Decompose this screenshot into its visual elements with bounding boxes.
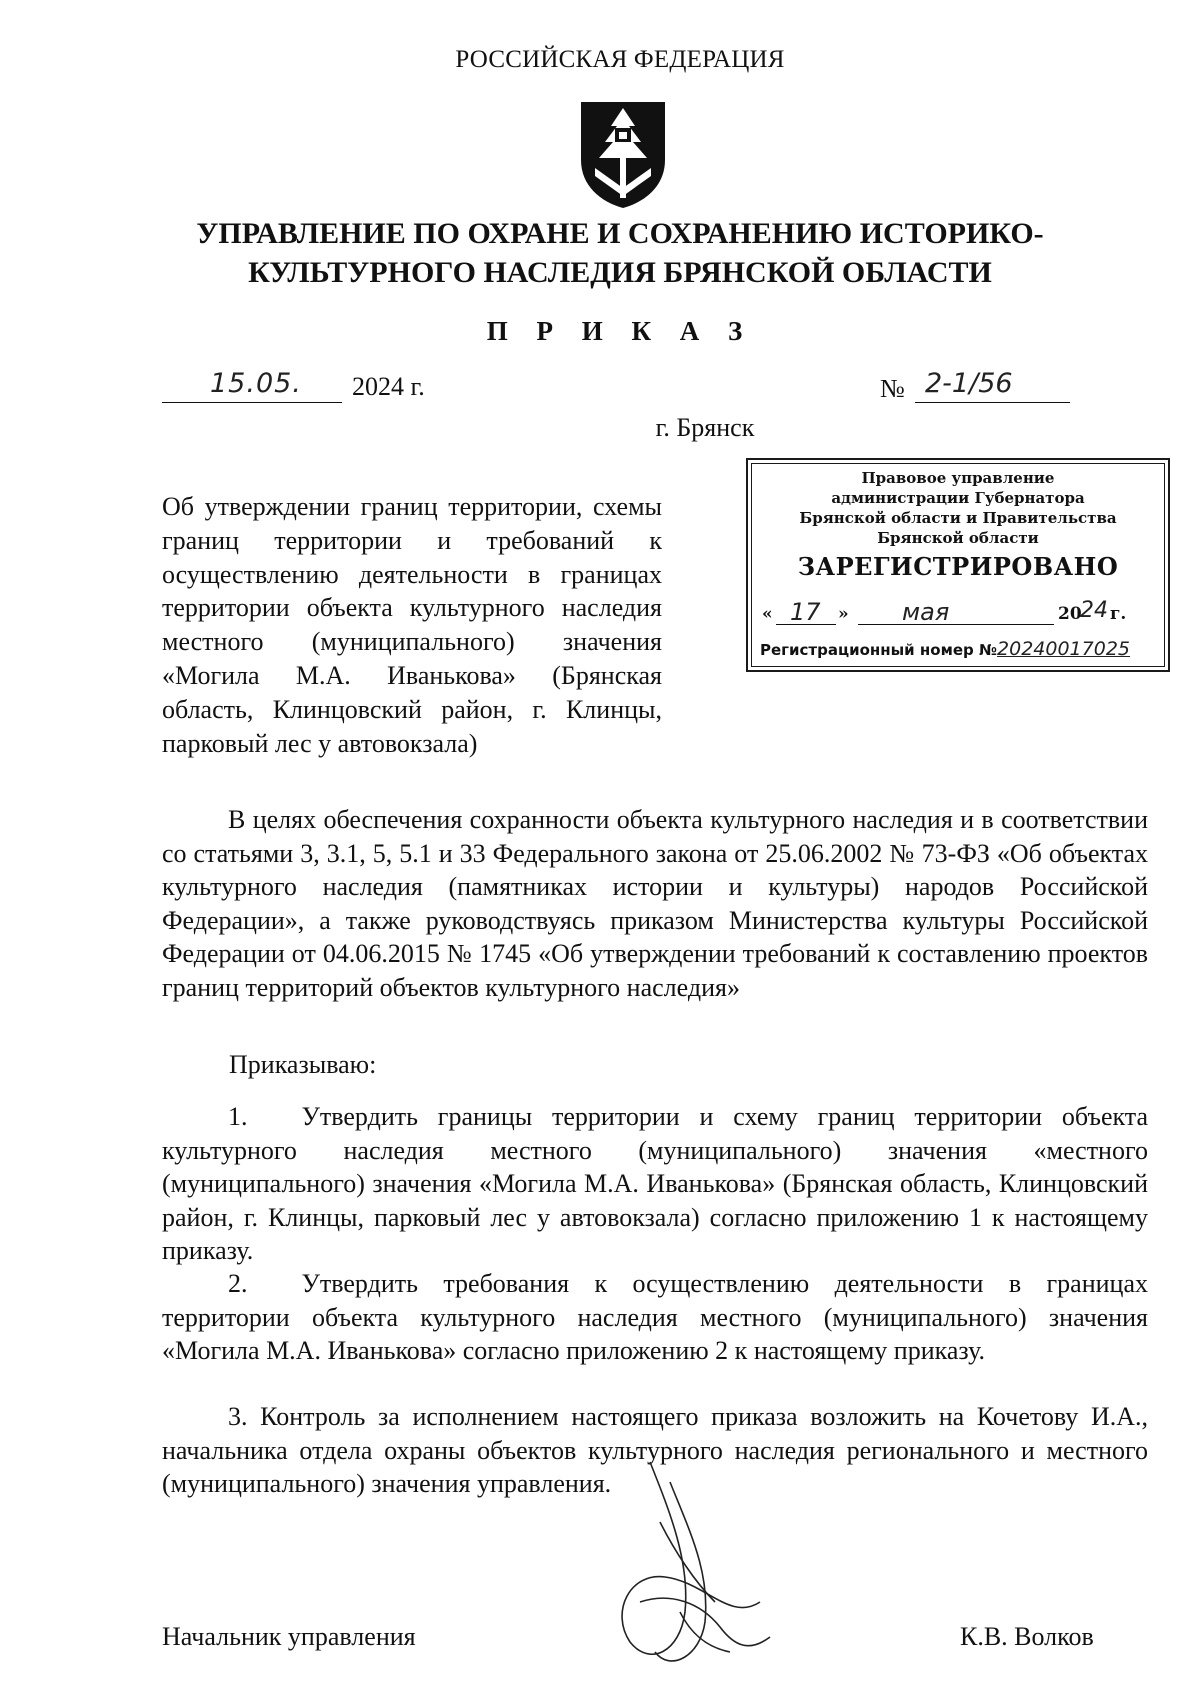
stamp-date: « 17 » мая 20 24 г.: [762, 598, 1127, 626]
order-title: Об утверждении границ территории, схемы границ территории и требований к осуществлению деятельности в границах территории объекта культурного наследия местного (муниципального) значения «Могила М.А. Иванькова» (Брянская область, Клинцовский район, г. Клинцы, парковый лес у автовокзала): [162, 492, 662, 758]
preamble-paragraph: В целях обеспечения сохранности объекта культурного наследия и в соответствии со статьями 3, 3.1, 5, 5.1 и 33 Федерального закона от 25.06.2002 № 73-ФЗ «Об объектах культурного наследия (памятниках истории и культуры) народов Российской Федерации», а также руководствуясь приказом Министерства культуры Российской Федерации от 04.06.2015 № 1745 «Об утверждении требований к составлению проектов границ территорий объектов культурного наследия»: [162, 805, 1148, 1002]
signatory-name: К.В. Волков: [960, 1622, 1094, 1651]
org-line-2: КУЛЬТУРНОГО НАСЛЕДИЯ БРЯНСКОЙ ОБЛАСТИ: [248, 256, 992, 289]
order-date-handwritten: 15.05.: [210, 368, 302, 399]
item-2-number: 2.: [228, 1269, 248, 1298]
item-1-text: Утвердить границы территории и схему границ территории объекта культурного наследия местного (муниципального) значения «местного (муниципального) значения «Могила М.А. Иванькова» (Брянская область, Клинцовский район, г. Клинцы, парковый лес у автовокзала) согласно приложению 1 к настоящему приказу.: [162, 1102, 1148, 1265]
order-city: г. Брянск: [655, 413, 755, 442]
order-item-3: 3. Контроль за исполнением настоящего приказа возложить на Кочетову И.А., начальника отдела охраны объектов культурного наследия регионального и местного (муниципального) значения управления.: [162, 1402, 1148, 1498]
stamp-line-2: администрации Губернатора: [831, 489, 1085, 507]
stamp-line-3: Брянской области и Правительства: [799, 509, 1117, 527]
order-item-2: [162, 1267, 1148, 1368]
order-word: Приказываю:: [229, 1050, 377, 1079]
stamp-regnum-label: Регистрационный номер №: [760, 641, 998, 659]
stamp-regnum: [760, 638, 1130, 660]
stamp-year-handwritten: 24: [1080, 598, 1108, 623]
order-number-label: №: [880, 374, 905, 403]
stamp-day-handwritten: 17: [790, 598, 821, 626]
stamp-line-1: Правовое управление: [861, 469, 1055, 487]
handwritten-signature-icon: [610, 1452, 780, 1677]
organization-name: [0, 214, 1200, 292]
order-item-1: [162, 1100, 1148, 1268]
bryansk-coat-of-arms-icon: [575, 98, 671, 210]
stamp-year-suffix: г.: [1110, 604, 1127, 624]
order-year: 2024 г.: [352, 372, 425, 401]
registration-stamp: [746, 458, 1170, 672]
stamp-month-handwritten: мая: [902, 598, 950, 626]
stamp-registered: ЗАРЕГИСТРИРОВАНО: [797, 552, 1119, 581]
item-1-number: 1.: [228, 1102, 248, 1131]
stamp-regnum-handwritten: 20240017025: [997, 638, 1131, 660]
country-heading: РОССИЙСКАЯ ФЕДЕРАЦИЯ: [455, 46, 785, 73]
org-line-1: УПРАВЛЕНИЕ ПО ОХРАНЕ И СОХРАНЕНИЮ ИСТОРИКО-: [196, 217, 1044, 250]
item-2-text: Утвердить требования к осуществлению деятельности в границах территории объекта культурного наследия местного (муниципального) значения «Могила М.А. Иванькова» согласно приложению 2 к настоящему приказу.: [162, 1269, 1148, 1365]
order-number-handwritten: 2-1/56: [925, 368, 1013, 399]
signatory-position: Начальник управления: [162, 1622, 416, 1651]
stamp-year-prefix: 20: [1058, 604, 1082, 624]
document-type: П Р И К А З: [486, 316, 754, 346]
order-date-field: [162, 368, 342, 403]
order-number-field: [915, 368, 1070, 403]
stamp-line-4: Брянской области: [877, 529, 1039, 547]
